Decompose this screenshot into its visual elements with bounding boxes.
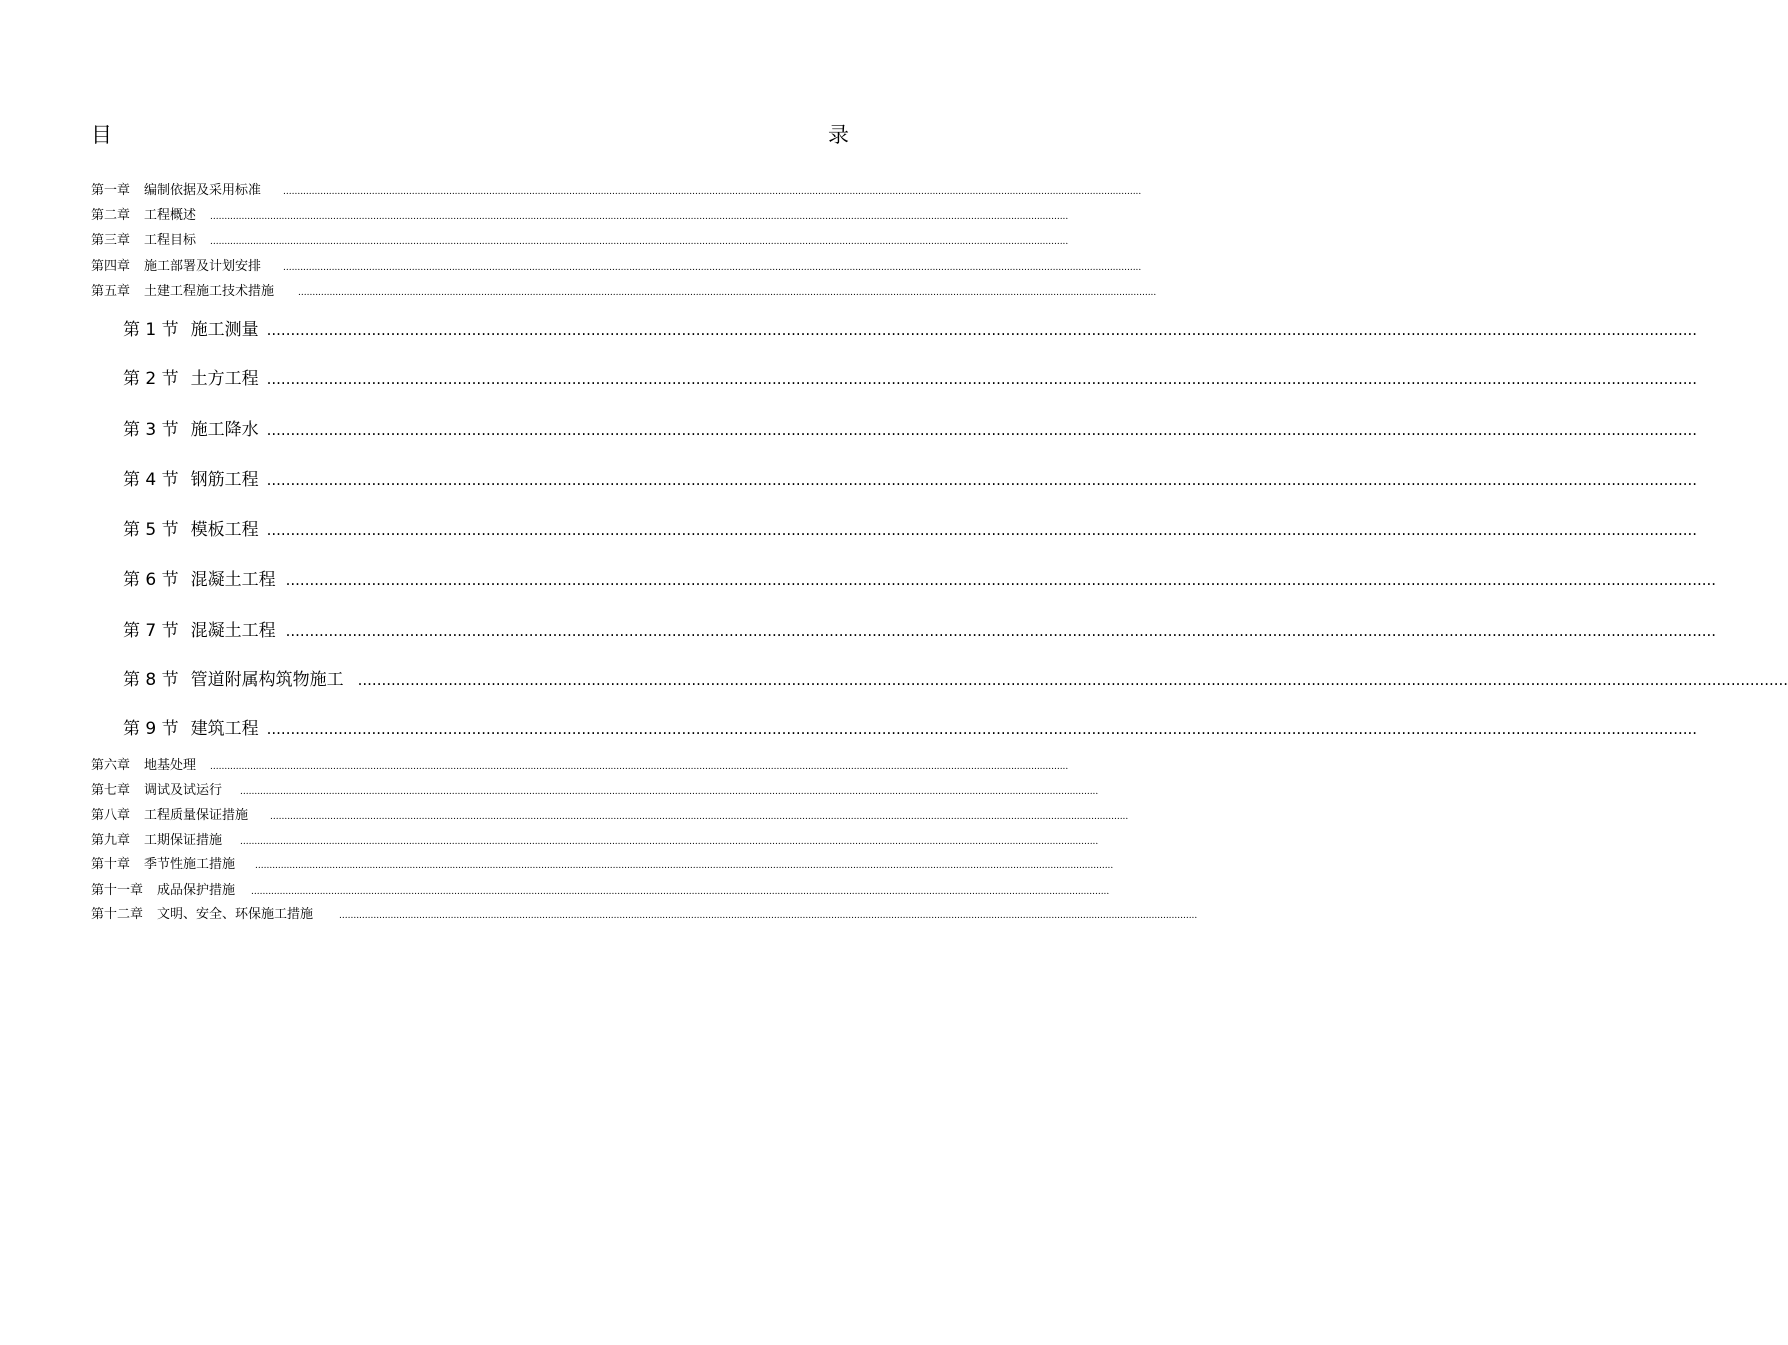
- toc-entry-title: 工程概述: [144, 208, 197, 223]
- toc-entry-chapter[interactable]: [91, 783, 1099, 800]
- toc-entry-title: 施工部署及计划安排: [144, 259, 262, 274]
- toc-entry-title: 混凝土工程: [190, 621, 276, 641]
- toc-entry-section[interactable]: [123, 368, 1698, 390]
- toc-entry-chapter[interactable]: [91, 808, 1129, 825]
- toc-entry-title: 建筑工程: [190, 719, 259, 739]
- toc-entry-number: 第 2 节: [123, 369, 179, 389]
- toc-entry-title: 工期保证措施: [144, 833, 223, 848]
- dot-leader: ............................................................................................................................................................................................................................................................................................................: [266, 521, 1698, 539]
- toc-entry-chapter[interactable]: [91, 284, 1157, 301]
- toc-entry-number: 第六章: [91, 758, 131, 773]
- toc-entry-title: 施工测量: [190, 320, 259, 340]
- toc-heading-left: 目: [91, 123, 112, 147]
- dot-leader: ............................................................................................................................................................................................................................................................................................................: [266, 370, 1698, 388]
- dot-leader: ............................................................................................................................................................................................................................................................................................................: [266, 471, 1698, 489]
- dot-leader: ............................................................................................................................................................................................................................................................................................................: [266, 321, 1698, 339]
- toc-entry-section[interactable]: [123, 718, 1698, 740]
- toc-heading-right: 录: [828, 123, 849, 147]
- toc-entry-number: 第 8 节: [123, 670, 179, 690]
- toc-entry-number: 第四章: [91, 259, 131, 274]
- toc-entry-number: 第 7 节: [123, 621, 179, 641]
- toc-entry-number: 第 5 节: [123, 520, 179, 540]
- toc-entry-section[interactable]: [123, 319, 1698, 341]
- toc-entry-number: 第九章: [91, 833, 131, 848]
- dot-leader: ............................................................................................................................................................................................................................................................................................................: [255, 861, 1114, 871]
- toc-entry-number: 第 3 节: [123, 420, 179, 440]
- toc-entry-title: 工程质量保证措施: [144, 808, 249, 823]
- toc-entry-chapter[interactable]: [91, 833, 1099, 850]
- toc-entry-chapter[interactable]: [91, 259, 1142, 276]
- toc-entry-section[interactable]: [123, 469, 1698, 491]
- toc-entry-title: 土方工程: [190, 369, 259, 389]
- toc-entry-number: 第八章: [91, 808, 131, 823]
- toc-entry-section[interactable]: [123, 569, 1717, 591]
- dot-leader: ............................................................................................................................................................................................................................................................................................................: [283, 187, 1142, 197]
- toc-entry-title: 文明、安全、环保施工措施: [157, 907, 314, 922]
- dot-leader: ............................................................................................................................................................................................................................................................................................................: [251, 887, 1110, 897]
- toc-entry-chapter[interactable]: [91, 857, 1114, 874]
- toc-entry-chapter[interactable]: [91, 907, 1198, 924]
- toc-entry-number: 第一章: [91, 183, 131, 198]
- toc-entry-section[interactable]: [123, 419, 1698, 441]
- toc-entry-number: 第十章: [91, 857, 131, 872]
- toc-entry-title: 成品保护措施: [157, 883, 236, 898]
- toc-entry-chapter[interactable]: [91, 183, 1142, 200]
- toc-entry-section[interactable]: [123, 669, 1788, 691]
- toc-entry-title: 土建工程施工技术措施: [144, 284, 275, 299]
- toc-entry-title: 调试及试运行: [144, 783, 223, 798]
- dot-leader: ............................................................................................................................................................................................................................................................................................................: [285, 622, 1717, 640]
- toc-entry-title: 工程目标: [144, 233, 197, 248]
- toc-entry-title: 季节性施工措施: [144, 857, 236, 872]
- toc-entry-number: 第七章: [91, 783, 131, 798]
- toc-entry-title: 管道附属构筑物施工: [190, 670, 344, 690]
- dot-leader: ............................................................................................................................................................................................................................................................................................................: [283, 263, 1142, 273]
- toc-entry-number: 第 1 节: [123, 320, 179, 340]
- dot-leader: ............................................................................................................................................................................................................................................................................................................: [240, 837, 1099, 847]
- toc-entry-number: 第 4 节: [123, 470, 179, 490]
- toc-entry-number: 第十一章: [91, 883, 144, 898]
- toc-entry-chapter[interactable]: [91, 758, 1069, 775]
- toc-entry-title: 编制依据及采用标准: [144, 183, 262, 198]
- toc-entry-section[interactable]: [123, 620, 1717, 642]
- toc-entry-number: 第 6 节: [123, 570, 179, 590]
- dot-leader: ............................................................................................................................................................................................................................................................................................................: [285, 571, 1717, 589]
- toc-entry-number: 第二章: [91, 208, 131, 223]
- dot-leader: ............................................................................................................................................................................................................................................................................................................: [339, 911, 1198, 921]
- toc-entry-title: 钢筋工程: [190, 470, 259, 490]
- dot-leader: ............................................................................................................................................................................................................................................................................................................: [210, 762, 1069, 772]
- toc-entry-number: 第五章: [91, 284, 131, 299]
- toc-entry-title: 混凝土工程: [190, 570, 276, 590]
- toc-entry-chapter[interactable]: [91, 883, 1110, 900]
- dot-leader: ............................................................................................................................................................................................................................................................................................................: [240, 787, 1099, 797]
- toc-entry-number: 第十二章: [91, 907, 144, 922]
- dot-leader: ............................................................................................................................................................................................................................................................................................................: [210, 237, 1069, 247]
- toc-entry-section[interactable]: [123, 519, 1698, 541]
- dot-leader: ............................................................................................................................................................................................................................................................................................................: [266, 720, 1698, 738]
- toc-entry-number: 第三章: [91, 233, 131, 248]
- dot-leader: ............................................................................................................................................................................................................................................................................................................: [270, 812, 1129, 822]
- dot-leader: ............................................................................................................................................................................................................................................................................................................: [210, 212, 1069, 222]
- toc-entry-number: 第 9 节: [123, 719, 179, 739]
- dot-leader: ............................................................................................................................................................................................................................................................................................................: [357, 671, 1788, 689]
- toc-entry-chapter[interactable]: [91, 208, 1069, 225]
- toc-entry-title: 施工降水: [190, 420, 259, 440]
- toc-entry-chapter[interactable]: [91, 233, 1069, 250]
- toc-entry-title: 地基处理: [144, 758, 197, 773]
- dot-leader: ............................................................................................................................................................................................................................................................................................................: [266, 421, 1698, 439]
- toc-entry-title: 模板工程: [190, 520, 259, 540]
- dot-leader: ............................................................................................................................................................................................................................................................................................................: [298, 288, 1157, 298]
